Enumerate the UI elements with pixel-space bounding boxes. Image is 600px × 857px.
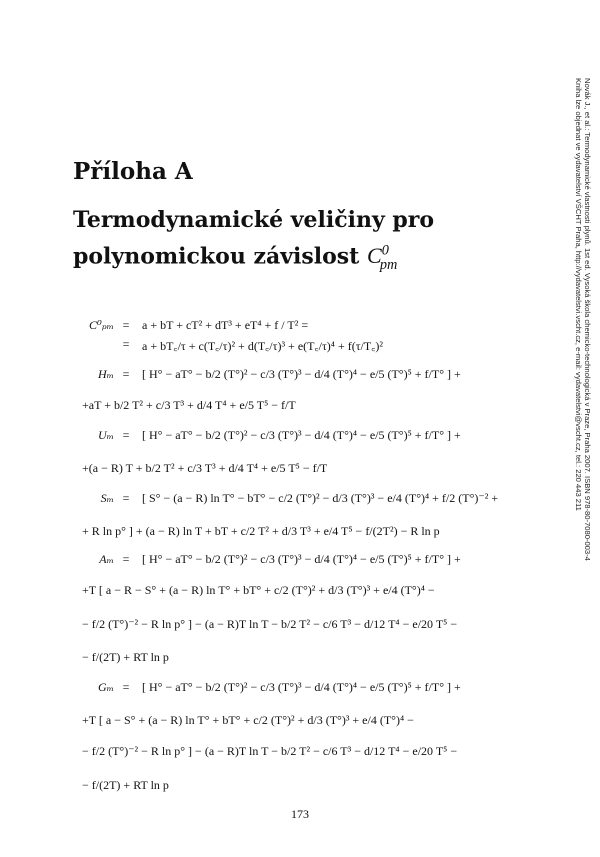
side-citation-line-1: Novák J., et al.: Termodynamické vlastnosti plynů. 1st ed. Vysoká škola chemicko-technologická v Praze, Praha 2007. ISBN 978-80-7080-003-4 [583, 78, 592, 561]
section-title [73, 205, 493, 281]
equation-row [0, 744, 600, 764]
equation-continuation: +aT + b/2 T² + c/3 T³ + d/4 T⁴ + e/5 T⁵ − f/T [82, 398, 296, 412]
side-citation-line-2: Kniha lze objednat ve vydavatelství VŠCHT Praha, http://vydavatelstvi.vscht.cz, e-mail: vydavatelstvi@vscht.cz, tel.: 220 443 211 [574, 78, 583, 511]
equation-continuation: + R ln p° ] + (a − R) ln T + bT + c/2 T² + d/3 T³ + e/4 T⁵ − f/(2T²) − R ln p [82, 524, 440, 538]
equation-lhs: C⁰ₚₘ [89, 318, 114, 332]
equation-lhs: Uₘ [97, 428, 114, 442]
section-title-text: Termodynamické veličiny pro polynomickou závislost [73, 207, 435, 270]
equation-rhs: [ S° − (a − R) ln T° − bT° − c/2 (T°)² − d/3 (T°)³ − e/4 (T°)⁴ + f/2 (T°)⁻² + [142, 491, 499, 505]
equation-rhs: [ H° − aT° − b/2 (T°)² − c/3 (T°)³ − d/4 (T°)⁴ − e/5 (T°)⁵ + f/T° ] + [142, 428, 461, 442]
equation-rhs: [ H° − aT° − b/2 (T°)² − c/3 (T°)³ − d/4 (T°)⁴ − e/5 (T°)⁵ + f/T° ] + [142, 680, 461, 694]
equation-rhs: a + bT + cT² + dT³ + eT⁴ + f / T² = [142, 318, 309, 332]
equation-row [0, 398, 600, 418]
equation-lhs: Hₘ [97, 367, 114, 381]
equation-row [0, 713, 600, 733]
equation-equals: = [122, 491, 130, 505]
equation-rhs: a + bT꜀/τ + c(T꜀/τ)² + d(T꜀/τ)³ + e(T꜀/τ)⁴ + f(τ/T꜀)² [142, 339, 383, 353]
equation-continuation: +(a − R) T + b/2 T² + c/3 T³ + d/4 T⁴ + e/5 T⁵ − f/T [82, 461, 328, 475]
equation-row [0, 337, 600, 357]
equation-row [0, 778, 600, 798]
section-title-symbol: $C^0_{pm}$ [367, 243, 398, 273]
equation-row [0, 524, 600, 544]
equation-equals: = [122, 367, 130, 381]
equation-row [0, 318, 600, 338]
equation-row [0, 617, 600, 637]
equation-equals: = [122, 552, 130, 566]
equation-row [0, 583, 600, 603]
page-number: 173 [291, 807, 309, 821]
equation-equals: = [122, 428, 130, 442]
equation-lhs: Sₘ [100, 491, 114, 505]
appendix-title: Příloha A [73, 158, 193, 185]
equation-equals: = [122, 680, 130, 694]
equation-continuation: +T [ a − S° + (a − R) ln T° + bT° + c/2 (T°)² + d/3 (T°)³ + e/4 (T°)⁴ − [82, 713, 414, 727]
equation-row [0, 428, 600, 448]
equation-rhs: [ H° − aT° − b/2 (T°)² − c/3 (T°)³ − d/4 (T°)⁴ − e/5 (T°)⁵ + f/T° ] + [142, 552, 461, 566]
equation-continuation: − f/2 (T°)⁻² − R ln p° ] − (a − R)T ln T − b/2 T² − c/6 T³ − d/12 T⁴ − e/20 T⁵ − [82, 744, 458, 758]
equation-row [0, 650, 600, 670]
equation-row [0, 461, 600, 481]
equation-continuation: +T [ a − R − S° + (a − R) ln T° + bT° + c/2 (T°)² + d/3 (T°)³ + e/4 (T°)⁴ − [82, 583, 435, 597]
equation-row [0, 491, 600, 511]
equation-continuation: − f/(2T) + RT ln p [82, 650, 169, 664]
equation-equals: = [122, 337, 130, 351]
equation-rhs: [ H° − aT° − b/2 (T°)² − c/3 (T°)³ − d/4 (T°)⁴ − e/5 (T°)⁵ + f/T° ] + [142, 367, 461, 381]
equation-lhs: Aₘ [99, 552, 114, 566]
equation-row [0, 552, 600, 572]
equation-row [0, 680, 600, 700]
equation-row [0, 367, 600, 387]
equation-continuation: − f/(2T) + RT ln p [82, 778, 169, 792]
equation-equals: = [122, 318, 130, 332]
equation-continuation: − f/2 (T°)⁻² − R ln p° ] − (a − R)T ln T − b/2 T² − c/6 T³ − d/12 T⁴ − e/20 T⁵ − [82, 617, 458, 631]
equation-lhs: Gₘ [97, 680, 114, 694]
